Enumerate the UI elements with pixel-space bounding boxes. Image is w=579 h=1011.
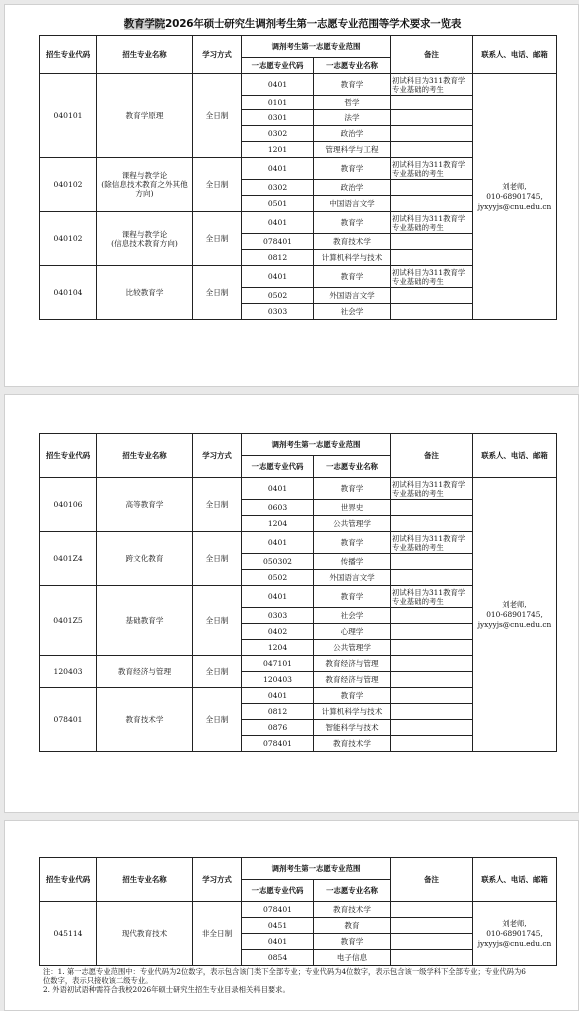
first-choice-code-cell: 0401	[242, 266, 314, 288]
study-mode-cell: 全日制	[193, 266, 242, 320]
remark-cell	[391, 736, 473, 752]
first-choice-code-cell: 0603	[242, 500, 314, 516]
first-choice-code-cell: 120403	[242, 672, 314, 688]
first-choice-code-cell: 078401	[242, 234, 314, 250]
study-mode-cell: 非全日制	[193, 902, 242, 966]
header-mode: 学习方式	[193, 434, 242, 478]
first-choice-name-cell: 社会学	[314, 608, 391, 624]
title-text: 2026年硕士研究生调剂考生第一志愿专业范围等学术要求一览表	[164, 18, 462, 30]
first-choice-name-cell: 教育学	[314, 158, 391, 180]
first-choice-name-cell: 教育技术学	[314, 234, 391, 250]
header-remark: 备注	[391, 858, 473, 902]
remark-cell	[391, 688, 473, 704]
first-choice-code-cell: 050302	[242, 554, 314, 570]
header-name: 招生专业名称	[97, 36, 193, 74]
remark-cell	[391, 234, 473, 250]
first-choice-name-cell: 教育学	[314, 74, 391, 96]
first-choice-name-cell: 教育学	[314, 688, 391, 704]
first-choice-code-cell: 0401	[242, 688, 314, 704]
first-choice-name-cell: 社会学	[314, 304, 391, 320]
program-name-cell: 教育学原理	[97, 74, 193, 158]
first-choice-name-cell: 教育经济与管理	[314, 656, 391, 672]
remark-cell	[391, 126, 473, 142]
footnote-line: 注：1. 第一志愿专业范围中：专业代码为2位数字，表示包含该门类下全部专业；专业代码为4位数字，表示包含该一级学科下全部专业；专业代码为6	[43, 967, 526, 976]
first-choice-name-cell: 传播学	[314, 554, 391, 570]
remark-cell	[391, 250, 473, 266]
first-choice-code-cell: 0854	[242, 950, 314, 966]
first-choice-name-cell: 电子信息	[314, 950, 391, 966]
program-name-cell: 现代教育技术	[97, 902, 193, 966]
first-choice-code-cell: 0401	[242, 586, 314, 608]
first-choice-name-cell: 计算机科学与技术	[314, 250, 391, 266]
study-mode-cell: 全日制	[193, 74, 242, 158]
remark-cell: 初试科目为311教育学专业基础的考生	[391, 266, 473, 288]
admissions-table-page-1	[39, 35, 557, 320]
header-mode: 学习方式	[193, 858, 242, 902]
remark-cell	[391, 656, 473, 672]
program-name-cell: 课程与教学论 (除信息技术教育之外其他方向)	[97, 158, 193, 212]
program-code-cell: 040102	[40, 158, 97, 212]
first-choice-name-cell: 教育学	[314, 934, 391, 950]
remark-cell	[391, 304, 473, 320]
header-first-choice-name: 一志愿专业名称	[314, 58, 391, 74]
footnote-line: 位数字，表示只接收该二级专业。	[43, 976, 153, 986]
footnote-line: 2. 外语初试语种需符合我校2026年硕士研究生招生专业目录相关科目要求。	[43, 985, 290, 995]
first-choice-name-cell: 哲学	[314, 96, 391, 110]
header-contact: 联系人、电话、邮箱	[473, 434, 557, 478]
remark-cell	[391, 570, 473, 586]
first-choice-code-cell: 0401	[242, 532, 314, 554]
contact-name: 刘老师,	[502, 918, 527, 928]
program-code-cell: 045114	[40, 902, 97, 966]
first-choice-code-cell: 0301	[242, 110, 314, 126]
header-first-choice-range: 调剂考生第一志愿专业范围	[242, 36, 391, 58]
first-choice-code-cell: 0501	[242, 196, 314, 212]
remark-cell: 初试科目为311教育学专业基础的考生	[391, 532, 473, 554]
program-name-cell: 教育经济与管理	[97, 656, 193, 688]
header-code: 招生专业代码	[40, 36, 97, 74]
header-contact: 联系人、电话、邮箱	[473, 36, 557, 74]
table-header-row	[40, 858, 557, 880]
remark-cell	[391, 554, 473, 570]
program-code-cell: 040101	[40, 74, 97, 158]
remark-cell: 初试科目为311教育学专业基础的考生	[391, 158, 473, 180]
header-name: 招生专业名称	[97, 858, 193, 902]
contact-email[interactable]: jyxyyjs@cnu.edu.cn	[477, 938, 552, 948]
first-choice-code-cell: 0401	[242, 934, 314, 950]
first-choice-code-cell: 0451	[242, 918, 314, 934]
document-title	[5, 16, 579, 31]
study-mode-cell: 全日制	[193, 478, 242, 532]
remark-cell	[391, 902, 473, 918]
first-choice-code-cell: 0302	[242, 180, 314, 196]
study-mode-cell: 全日制	[193, 586, 242, 656]
document-page-2	[4, 394, 579, 813]
first-choice-name-cell: 教育	[314, 918, 391, 934]
first-choice-name-cell: 公共管理学	[314, 640, 391, 656]
contact-phone: 010-68901745,	[486, 928, 543, 938]
header-mode: 学习方式	[193, 36, 242, 74]
first-choice-name-cell: 教育技术学	[314, 736, 391, 752]
study-mode-cell: 全日制	[193, 688, 242, 752]
first-choice-name-cell: 心理学	[314, 624, 391, 640]
remark-cell	[391, 96, 473, 110]
program-code-cell: 040104	[40, 266, 97, 320]
program-name-cell: 高等教育学	[97, 478, 193, 532]
first-choice-code-cell: 0303	[242, 608, 314, 624]
remark-cell	[391, 624, 473, 640]
first-choice-code-cell: 1204	[242, 516, 314, 532]
remark-cell	[391, 608, 473, 624]
program-code-cell: 120403	[40, 656, 97, 688]
remark-cell	[391, 918, 473, 934]
header-contact: 联系人、电话、邮箱	[473, 858, 557, 902]
program-name-cell: 课程与教学论 (信息技术教育方向)	[97, 212, 193, 266]
first-choice-code-cell: 0401	[242, 478, 314, 500]
first-choice-code-cell: 1201	[242, 142, 314, 158]
study-mode-cell: 全日制	[193, 656, 242, 688]
first-choice-code-cell: 0101	[242, 96, 314, 110]
study-mode-cell: 全日制	[193, 158, 242, 212]
remark-cell	[391, 704, 473, 720]
remark-cell	[391, 142, 473, 158]
first-choice-code-cell: 0402	[242, 624, 314, 640]
contact-name: 刘老师,	[502, 181, 527, 191]
first-choice-code-cell: 047101	[242, 656, 314, 672]
contact-email[interactable]: jyxyyjs@cnu.edu.cn	[477, 201, 552, 211]
first-choice-name-cell: 政治学	[314, 180, 391, 196]
contact-cell	[473, 74, 557, 320]
program-name-cell: 基础教育学	[97, 586, 193, 656]
remark-cell	[391, 288, 473, 304]
document-page-1	[4, 4, 579, 387]
program-code-cell: 040106	[40, 478, 97, 532]
title-highlight: 教育学院	[123, 18, 165, 30]
remark-cell	[391, 516, 473, 532]
program-code-cell: 078401	[40, 688, 97, 752]
first-choice-name-cell: 教育学	[314, 532, 391, 554]
first-choice-code-cell: 0502	[242, 288, 314, 304]
header-first-choice-code: 一志愿专业代码	[242, 58, 314, 74]
remark-cell	[391, 640, 473, 656]
contact-email[interactable]: jyxyyjs@cnu.edu.cn	[477, 619, 552, 629]
contact-name: 刘老师,	[502, 599, 527, 609]
program-name-cell: 教育技术学	[97, 688, 193, 752]
study-mode-cell: 全日制	[193, 532, 242, 586]
header-first-choice-name: 一志愿专业名称	[314, 880, 391, 902]
remark-cell: 初试科目为311教育学专业基础的考生	[391, 74, 473, 96]
document-page-3	[4, 820, 579, 1011]
program-code-cell: 040102	[40, 212, 97, 266]
remark-cell	[391, 720, 473, 736]
remark-cell	[391, 180, 473, 196]
program-name-cell: 比较教育学	[97, 266, 193, 320]
program-code-cell: 0401Z4	[40, 532, 97, 586]
remark-cell: 初试科目为311教育学专业基础的考生	[391, 478, 473, 500]
header-first-choice-code: 一志愿专业代码	[242, 456, 314, 478]
first-choice-code-cell: 0302	[242, 126, 314, 142]
remark-cell	[391, 110, 473, 126]
remark-cell	[391, 500, 473, 516]
remark-cell	[391, 950, 473, 966]
program-code-cell: 0401Z5	[40, 586, 97, 656]
first-choice-code-cell: 0812	[242, 250, 314, 266]
first-choice-name-cell: 政治学	[314, 126, 391, 142]
admissions-table-page-3	[39, 857, 557, 966]
first-choice-name-cell: 教育学	[314, 212, 391, 234]
remark-cell: 初试科目为311教育学专业基础的考生	[391, 212, 473, 234]
first-choice-code-cell: 078401	[242, 736, 314, 752]
first-choice-name-cell: 教育学	[314, 586, 391, 608]
table-row	[40, 902, 557, 918]
header-first-choice-range: 调剂考生第一志愿专业范围	[242, 434, 391, 456]
first-choice-code-cell: 0812	[242, 704, 314, 720]
first-choice-name-cell: 世界史	[314, 500, 391, 516]
first-choice-name-cell: 外国语言文学	[314, 570, 391, 586]
header-code: 招生专业代码	[40, 434, 97, 478]
contact-cell	[473, 478, 557, 752]
contact-cell	[473, 902, 557, 966]
first-choice-name-cell: 中国语言文学	[314, 196, 391, 212]
study-mode-cell: 全日制	[193, 212, 242, 266]
first-choice-name-cell: 教育学	[314, 266, 391, 288]
footnotes	[43, 967, 579, 995]
first-choice-code-cell: 078401	[242, 902, 314, 918]
header-name: 招生专业名称	[97, 434, 193, 478]
table-header-row	[40, 434, 557, 456]
first-choice-name-cell: 教育技术学	[314, 902, 391, 918]
contact-phone: 010-68901745,	[486, 191, 543, 201]
first-choice-name-cell: 管理科学与工程	[314, 142, 391, 158]
remark-cell	[391, 196, 473, 212]
first-choice-name-cell: 教育经济与管理	[314, 672, 391, 688]
header-remark: 备注	[391, 36, 473, 74]
table-row	[40, 478, 557, 500]
header-remark: 备注	[391, 434, 473, 478]
remark-cell: 初试科目为311教育学专业基础的考生	[391, 586, 473, 608]
first-choice-name-cell: 计算机科学与技术	[314, 704, 391, 720]
first-choice-name-cell: 法学	[314, 110, 391, 126]
table-header-row	[40, 36, 557, 58]
program-name-cell: 跨文化教育	[97, 532, 193, 586]
first-choice-code-cell: 0303	[242, 304, 314, 320]
table-row	[40, 74, 557, 96]
first-choice-code-cell: 0502	[242, 570, 314, 586]
first-choice-name-cell: 外国语言文学	[314, 288, 391, 304]
first-choice-code-cell: 0401	[242, 212, 314, 234]
remark-cell	[391, 672, 473, 688]
header-first-choice-code: 一志愿专业代码	[242, 880, 314, 902]
admissions-table-page-2	[39, 433, 557, 752]
first-choice-code-cell: 1204	[242, 640, 314, 656]
contact-phone: 010-68901745,	[486, 609, 543, 619]
first-choice-code-cell: 0401	[242, 74, 314, 96]
header-first-choice-range: 调剂考生第一志愿专业范围	[242, 858, 391, 880]
header-first-choice-name: 一志愿专业名称	[314, 456, 391, 478]
first-choice-code-cell: 0401	[242, 158, 314, 180]
first-choice-code-cell: 0876	[242, 720, 314, 736]
remark-cell	[391, 934, 473, 950]
first-choice-name-cell: 教育学	[314, 478, 391, 500]
first-choice-name-cell: 公共管理学	[314, 516, 391, 532]
header-code: 招生专业代码	[40, 858, 97, 902]
first-choice-name-cell: 智能科学与技术	[314, 720, 391, 736]
